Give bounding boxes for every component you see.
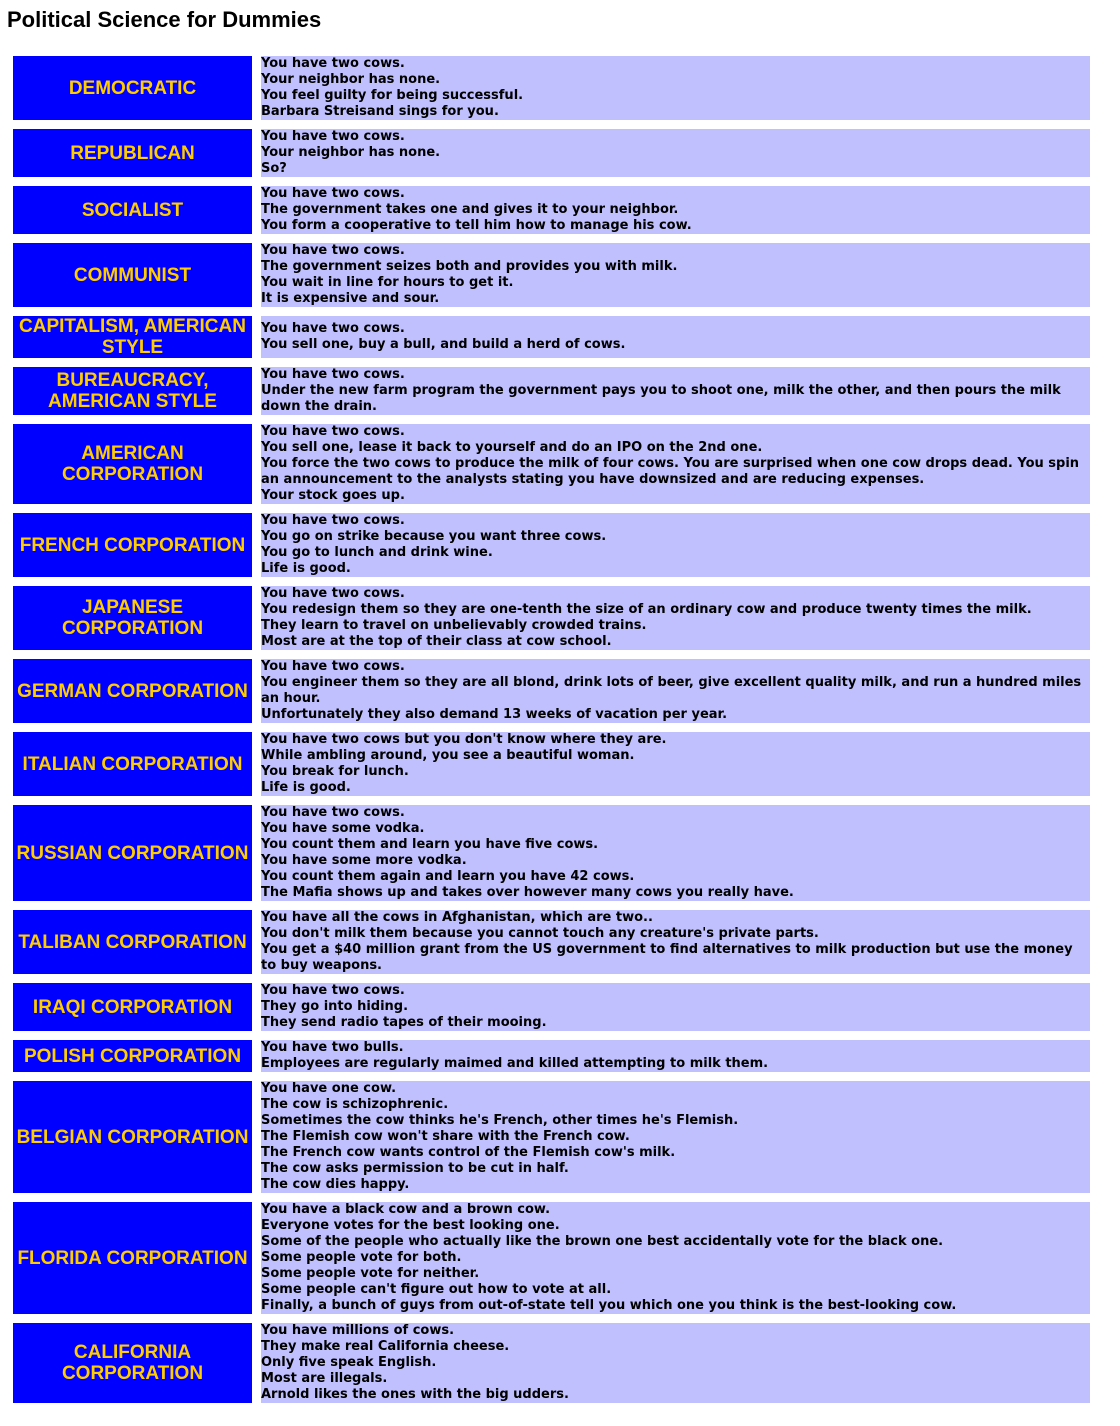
row-label bbox=[13, 1081, 252, 1193]
row-description bbox=[261, 316, 1090, 358]
row-label bbox=[13, 732, 252, 796]
description-line: You have two cows. bbox=[261, 367, 405, 382]
row-label bbox=[13, 424, 252, 504]
row-label bbox=[13, 243, 252, 307]
row-label-text: CAPITALISM, AMERICAN STYLE bbox=[19, 316, 246, 358]
description-line: You don't milk them because you cannot touch any creature's private parts. bbox=[261, 926, 819, 941]
row-description bbox=[261, 56, 1090, 120]
description-line: Some of the people who actually like the brown one best accidentally vote for the black one. bbox=[261, 1234, 944, 1249]
description-line: You have some more vodka. bbox=[261, 853, 467, 868]
row-label bbox=[13, 983, 252, 1031]
description-line: You have two cows. bbox=[261, 186, 405, 201]
row-label bbox=[13, 1323, 252, 1403]
description-line: Life is good. bbox=[261, 561, 351, 576]
description-line: You force the two cows to produce the milk of four cows. You are surprised when one cow drops dead. You spin an announcement to the analysts stating you have downsized and are reducing expenses. bbox=[261, 456, 1080, 487]
description-line: You have two cows. bbox=[261, 129, 405, 144]
row-description bbox=[261, 983, 1090, 1031]
description-line: You have all the cows in Afghanistan, which are two.. bbox=[261, 910, 653, 925]
description-line: You break for lunch. bbox=[261, 764, 409, 779]
description-line: Some people vote for neither. bbox=[261, 1266, 480, 1281]
row-label bbox=[13, 56, 252, 120]
description-line: So? bbox=[261, 161, 287, 176]
row-description bbox=[261, 513, 1090, 577]
row-label-text: GERMAN CORPORATION bbox=[17, 680, 248, 702]
table-row bbox=[13, 910, 1090, 974]
description-line: You have two cows. bbox=[261, 424, 405, 439]
row-description bbox=[261, 367, 1090, 415]
row-label bbox=[13, 910, 252, 974]
row-label-text: TALIBAN CORPORATION bbox=[18, 931, 247, 953]
row-label-text: ITALIAN CORPORATION bbox=[22, 753, 243, 775]
row-label-text: CALIFORNIA CORPORATION bbox=[61, 1342, 204, 1384]
table-row bbox=[13, 56, 1090, 120]
row-description bbox=[261, 1040, 1090, 1072]
table-row bbox=[13, 1081, 1090, 1193]
description-line: You feel guilty for being successful. bbox=[261, 88, 524, 103]
row-label-text: REPUBLICAN bbox=[70, 142, 195, 164]
row-description bbox=[261, 186, 1090, 234]
description-line: Under the new farm program the government pays you to shoot one, milk the other, and then pours the milk down the drain. bbox=[261, 383, 1061, 414]
description-line: You go on strike because you want three cows. bbox=[261, 529, 607, 544]
table-row bbox=[13, 367, 1090, 415]
row-label bbox=[13, 1202, 252, 1314]
table-row bbox=[13, 1202, 1090, 1314]
description-line: They make real California cheese. bbox=[261, 1339, 510, 1354]
description-line: Arnold likes the ones with the big udders. bbox=[261, 1387, 569, 1402]
description-line: Finally, a bunch of guys from out-of-state tell you which one you think is the best-looking cow. bbox=[261, 1298, 957, 1313]
description-line: They go into hiding. bbox=[261, 999, 409, 1014]
description-line: The Flemish cow won't share with the French cow. bbox=[261, 1129, 630, 1144]
description-line: You have some vodka. bbox=[261, 821, 425, 836]
description-line: Life is good. bbox=[261, 780, 351, 795]
row-label bbox=[13, 129, 252, 177]
table-row bbox=[13, 659, 1090, 723]
row-description bbox=[261, 586, 1090, 650]
description-line: You have two cows. bbox=[261, 659, 405, 674]
row-description bbox=[261, 732, 1090, 796]
description-line: You have two cows. bbox=[261, 513, 405, 528]
description-line: You have two cows. bbox=[261, 983, 405, 998]
description-line: You have two cows. bbox=[261, 243, 405, 258]
description-line: The cow dies happy. bbox=[261, 1177, 410, 1192]
row-label-text: BELGIAN CORPORATION bbox=[16, 1126, 249, 1148]
description-line: Your neighbor has none. bbox=[261, 145, 441, 160]
row-label-text: COMMUNIST bbox=[73, 264, 192, 286]
row-label bbox=[13, 659, 252, 723]
description-line: You have two cows but you don't know where they are. bbox=[261, 732, 667, 747]
row-label-text: AMERICAN CORPORATION bbox=[61, 443, 204, 485]
description-line: You have two cows. bbox=[261, 321, 405, 336]
description-line: Your neighbor has none. bbox=[261, 72, 441, 87]
row-label-text: BUREAUCRACY, AMERICAN STYLE bbox=[48, 370, 217, 412]
row-description bbox=[261, 1202, 1090, 1314]
description-line: The government takes one and gives it to your neighbor. bbox=[261, 202, 679, 217]
table-row bbox=[13, 983, 1090, 1031]
row-label-text: DEMOCRATIC bbox=[68, 77, 197, 99]
row-label-text: POLISH CORPORATION bbox=[23, 1045, 242, 1067]
row-description bbox=[261, 659, 1090, 723]
description-line: Everyone votes for the best looking one. bbox=[261, 1218, 560, 1233]
row-label bbox=[13, 186, 252, 234]
row-label-text: SOCIALIST bbox=[81, 199, 184, 221]
table-row bbox=[13, 316, 1090, 358]
description-line: You sell one, buy a bull, and build a herd of cows. bbox=[261, 337, 626, 352]
row-label-text: RUSSIAN CORPORATION bbox=[16, 842, 249, 864]
row-description bbox=[261, 1323, 1090, 1403]
table-row bbox=[13, 424, 1090, 504]
description-line: You have millions of cows. bbox=[261, 1323, 455, 1338]
table-row bbox=[13, 243, 1090, 307]
row-label bbox=[13, 316, 252, 358]
description-line: The government seizes both and provides you with milk. bbox=[261, 259, 678, 274]
description-line: Some people vote for both. bbox=[261, 1250, 462, 1265]
description-line: Unfortunately they also demand 13 weeks of vacation per year. bbox=[261, 707, 728, 722]
description-line: You form a cooperative to tell him how to manage his cow. bbox=[261, 218, 692, 233]
table-row bbox=[13, 129, 1090, 177]
table-row bbox=[13, 586, 1090, 650]
description-line: Employees are regularly maimed and killed attempting to milk them. bbox=[261, 1056, 769, 1071]
description-line: The Mafia shows up and takes over however many cows you really have. bbox=[261, 885, 794, 900]
description-line: You count them again and learn you have 42 cows. bbox=[261, 869, 635, 884]
description-line: The cow is schizophrenic. bbox=[261, 1097, 449, 1112]
table-row bbox=[13, 805, 1090, 901]
row-label bbox=[13, 367, 252, 415]
description-line: You wait in line for hours to get it. bbox=[261, 275, 514, 290]
description-line: Your stock goes up. bbox=[261, 488, 405, 503]
description-line: You sell one, lease it back to yourself and do an IPO on the 2nd one. bbox=[261, 440, 763, 455]
description-line: They send radio tapes of their mooing. bbox=[261, 1015, 547, 1030]
cow-table bbox=[13, 56, 1090, 1412]
row-label-text: IRAQI CORPORATION bbox=[32, 996, 233, 1018]
row-label-text: JAPANESE CORPORATION bbox=[61, 597, 204, 639]
row-label bbox=[13, 586, 252, 650]
table-row bbox=[13, 1040, 1090, 1072]
row-description bbox=[261, 805, 1090, 901]
description-line: You have two bulls. bbox=[261, 1040, 404, 1055]
description-line: You get a $40 million grant from the US government to find alternatives to milk production but use the money to buy weapons. bbox=[261, 942, 1073, 973]
description-line: While ambling around, you see a beautiful woman. bbox=[261, 748, 635, 763]
table-row bbox=[13, 186, 1090, 234]
table-row bbox=[13, 513, 1090, 577]
description-line: You go to lunch and drink wine. bbox=[261, 545, 493, 560]
row-label-text: FLORIDA CORPORATION bbox=[17, 1247, 248, 1269]
description-line: You have two cows. bbox=[261, 56, 405, 71]
description-line: Barbara Streisand sings for you. bbox=[261, 104, 499, 119]
description-line: You have two cows. bbox=[261, 805, 405, 820]
table-row bbox=[13, 732, 1090, 796]
description-line: You redesign them so they are one-tenth the size of an ordinary cow and produce twenty times the milk. bbox=[261, 602, 1032, 617]
description-line: Only five speak English. bbox=[261, 1355, 437, 1370]
description-line: Most are at the top of their class at cow school. bbox=[261, 634, 612, 649]
row-description bbox=[261, 129, 1090, 177]
row-label bbox=[13, 805, 252, 901]
description-line: You have one cow. bbox=[261, 1081, 397, 1096]
row-label bbox=[13, 1040, 252, 1072]
table-row bbox=[13, 1323, 1090, 1403]
description-line: The cow asks permission to be cut in half. bbox=[261, 1161, 569, 1176]
description-line: You engineer them so they are all blond, drink lots of beer, give excellent quality milk, and run a hundred miles an hour. bbox=[261, 675, 1082, 706]
description-line: Most are illegals. bbox=[261, 1371, 388, 1386]
row-label bbox=[13, 513, 252, 577]
description-line: Some people can't figure out how to vote at all. bbox=[261, 1282, 612, 1297]
description-line: You count them and learn you have five cows. bbox=[261, 837, 599, 852]
description-line: Sometimes the cow thinks he's French, other times he's Flemish. bbox=[261, 1113, 739, 1128]
description-line: They learn to travel on unbelievably crowded trains. bbox=[261, 618, 647, 633]
row-description bbox=[261, 243, 1090, 307]
row-description bbox=[261, 424, 1090, 504]
row-label-text: FRENCH CORPORATION bbox=[19, 534, 246, 556]
description-line: It is expensive and sour. bbox=[261, 291, 440, 306]
description-line: The French cow wants control of the Flemish cow's milk. bbox=[261, 1145, 676, 1160]
page-title: Political Science for Dummies bbox=[7, 7, 322, 32]
description-line: You have two cows. bbox=[261, 586, 405, 601]
description-line: You have a black cow and a brown cow. bbox=[261, 1202, 551, 1217]
row-description bbox=[261, 910, 1090, 974]
row-description bbox=[261, 1081, 1090, 1193]
